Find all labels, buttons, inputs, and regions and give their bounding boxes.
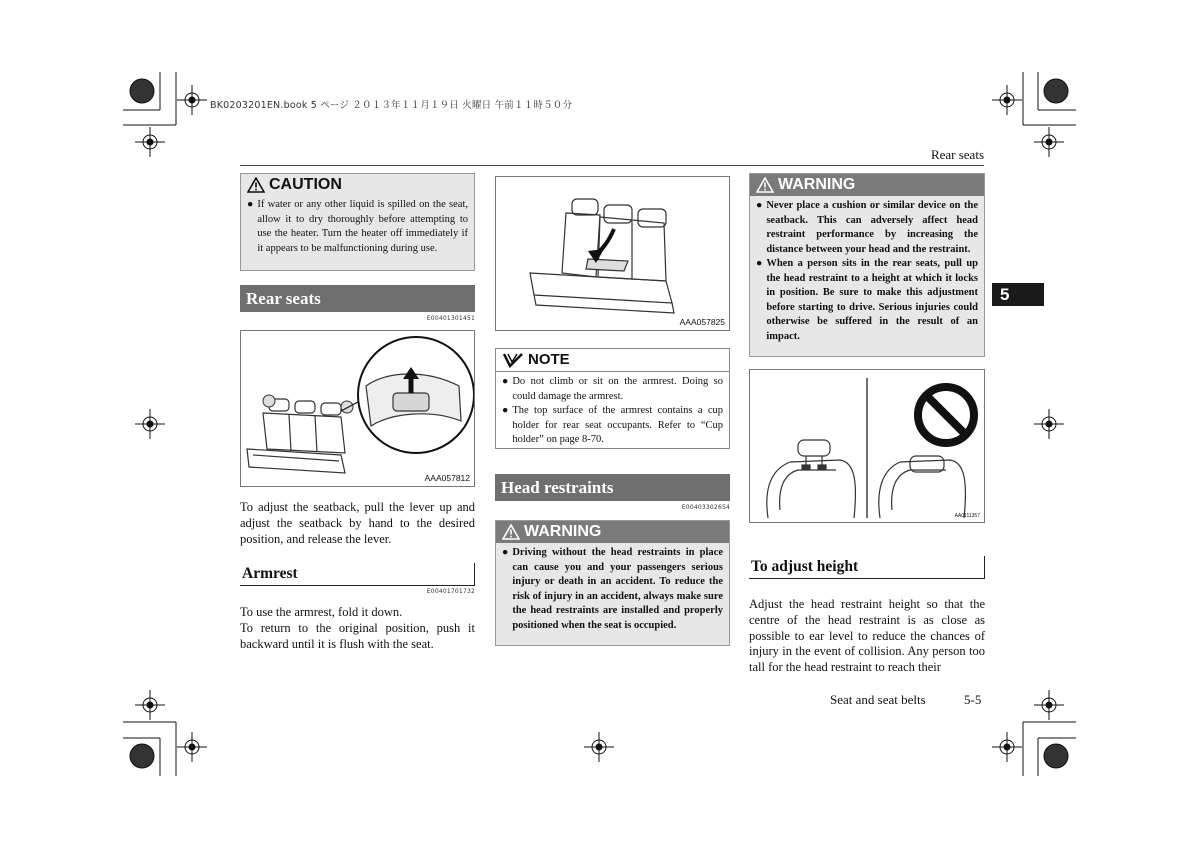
bullet-icon: ● (502, 376, 509, 387)
figure-code: AAA057825 (679, 317, 725, 327)
running-head: Rear seats (930, 147, 984, 162)
bullet-icon: ● (502, 405, 509, 416)
head-restraints-code: E00403302654 (681, 504, 730, 511)
footer-page-number: 5-5 (964, 692, 982, 707)
chapter-tab: 5 (992, 283, 1044, 306)
bullet-icon: ● (502, 547, 509, 558)
bullet-icon: ● (756, 200, 763, 211)
note-item: Do not climb or sit on the armrest. Doing so could damage the armrest. (512, 376, 723, 402)
warning-triangle-icon (756, 177, 774, 193)
bullet-icon: ● (247, 199, 254, 210)
figure-code: AA0111357 (954, 513, 980, 519)
checkmark-icon (502, 352, 524, 368)
rear-seats-body: To adjust the seatback, pull the lever up and adjust the seatback by hand to the desired position, and release the lever. (240, 500, 475, 546)
armrest-code: E00401701732 (426, 588, 475, 595)
rear-seat-figure (240, 330, 475, 487)
section-title-rear-seats: Rear seats (240, 285, 475, 312)
caution-title: CAUTION (269, 176, 342, 193)
warning-item: When a person sits in the rear seats, pull up the head restraint to a height at which it locks in position. Be sure to make this adjustment before starting to drive. Serious injuries could otherwise be suffered in the result of an impact. (766, 258, 978, 342)
section-title-adjust-height: To adjust height (749, 556, 985, 579)
footer-section-name: Seat and seat belts (830, 692, 926, 707)
warning-text: Driving without the head restraints in place can cause you and your passengers serious injury or death in an accident. To reduce the risk of injury in an accident, always make sure the head restraints are installed and properly positioned when the seat is occupied. (512, 547, 723, 631)
head-restraints-warning-box (495, 520, 730, 646)
armrest-body-line: To return to the original position, push it backward until it is flush with the seat. (240, 620, 475, 651)
figure-code: AAA057812 (424, 473, 470, 483)
note-header (496, 349, 729, 372)
armrest-body-line: To use the armrest, fold it down. (240, 605, 403, 619)
note-item: The top surface of the armrest contains a cup holder for rear seat occupants. Refer to “Cup holder” on page 8-70. (512, 405, 723, 445)
armrest-figure (495, 176, 730, 331)
rear-seats-code: E00401301451 (426, 315, 475, 322)
caution-header (241, 174, 474, 196)
header-rule (240, 165, 984, 166)
warning-triangle-icon (247, 177, 265, 193)
armrest-body (240, 605, 475, 652)
warning-box-right (749, 173, 985, 357)
warning-title: WARNING (778, 176, 856, 193)
note-title: NOTE (528, 351, 570, 368)
caution-text: If water or any other liquid is spilled on the seat, allow it to dry thoroughly before attempting to use the heater. Turn the heater off immediately if it appears to be malfunctioning during use. (257, 199, 468, 254)
rear-seat-lever-illustration (241, 331, 474, 486)
note-box (495, 348, 730, 449)
warning-triangle-icon (502, 524, 520, 540)
warning-header (750, 174, 984, 196)
section-title-head-restraints: Head restraints (495, 474, 730, 501)
warning-header (496, 521, 729, 543)
caution-box (240, 173, 475, 271)
head-restraint-illustration (750, 370, 984, 522)
adjust-height-body: Adjust the head restraint height so that the centre of the head restraint is as close as possible to ear level to reduce the chances of injury in the event of collision. Any person too tall for the head restraint to reach their (749, 597, 985, 675)
warning-item: Never place a cushion or similar device on the seatback. This can adversely affect head restraint performance by increasing the distance between your head and the restraint. (766, 200, 978, 255)
warning-title: WARNING (524, 523, 602, 540)
print-info-line: BK0203201EN.book 5 ページ ２０１３年１１月１９日 火曜日 午前１１時５０分 (210, 100, 573, 111)
bullet-icon: ● (756, 258, 763, 269)
head-restraint-figure (749, 369, 985, 523)
section-title-armrest: Armrest (240, 563, 475, 586)
armrest-illustration (496, 177, 729, 330)
